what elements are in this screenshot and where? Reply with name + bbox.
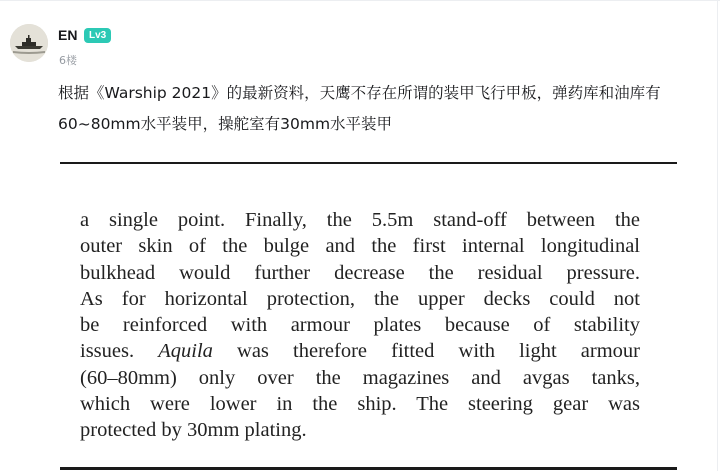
- post-content: 根据《Warship 2021》的最新资料，天鹰不存在所谓的装甲飞行甲板，弹药库和油库有60~80mm水平装甲，操舵室有30mm水平装甲: [58, 84, 661, 133]
- excerpt-line: a single point. Finally, the 5.5m stand-off between the: [80, 209, 640, 231]
- excerpt-line: [80, 338, 640, 364]
- excerpt-line: (60–80mm) only over the magazines and avgas tanks,: [80, 366, 640, 389]
- ship-name-italic: Aquila: [158, 340, 213, 363]
- excerpt-line: As for horizontal protection, the upper decks could not: [80, 287, 640, 310]
- quoted-book-image[interactable]: [58, 162, 678, 471]
- image-top-rule: [60, 162, 677, 164]
- excerpt-text: issues.: [80, 340, 159, 363]
- excerpt-line: be reinforced with armour plates because of stability: [80, 314, 640, 337]
- avatar[interactable]: [10, 24, 48, 62]
- level-badge: Lv3: [84, 28, 111, 43]
- excerpt-line: bulkhead would further decrease the residual pressure.: [80, 261, 640, 284]
- excerpt-line: outer skin of the bulge and the first internal longitudinal: [80, 235, 640, 258]
- floor-number: 6楼: [59, 54, 77, 67]
- avatar-ship-icon: [10, 24, 48, 62]
- excerpt-line: protected by 30mm plating.: [80, 419, 307, 442]
- top-divider: [0, 0, 720, 1]
- username[interactable]: EN: [58, 27, 78, 43]
- book-excerpt: [80, 207, 640, 444]
- excerpt-line: which were lower in the ship. The steering gear was: [80, 393, 640, 416]
- excerpt-text: was therefore fitted with light armour: [212, 340, 640, 363]
- right-border: [717, 0, 718, 471]
- image-bottom-rule: [60, 467, 677, 470]
